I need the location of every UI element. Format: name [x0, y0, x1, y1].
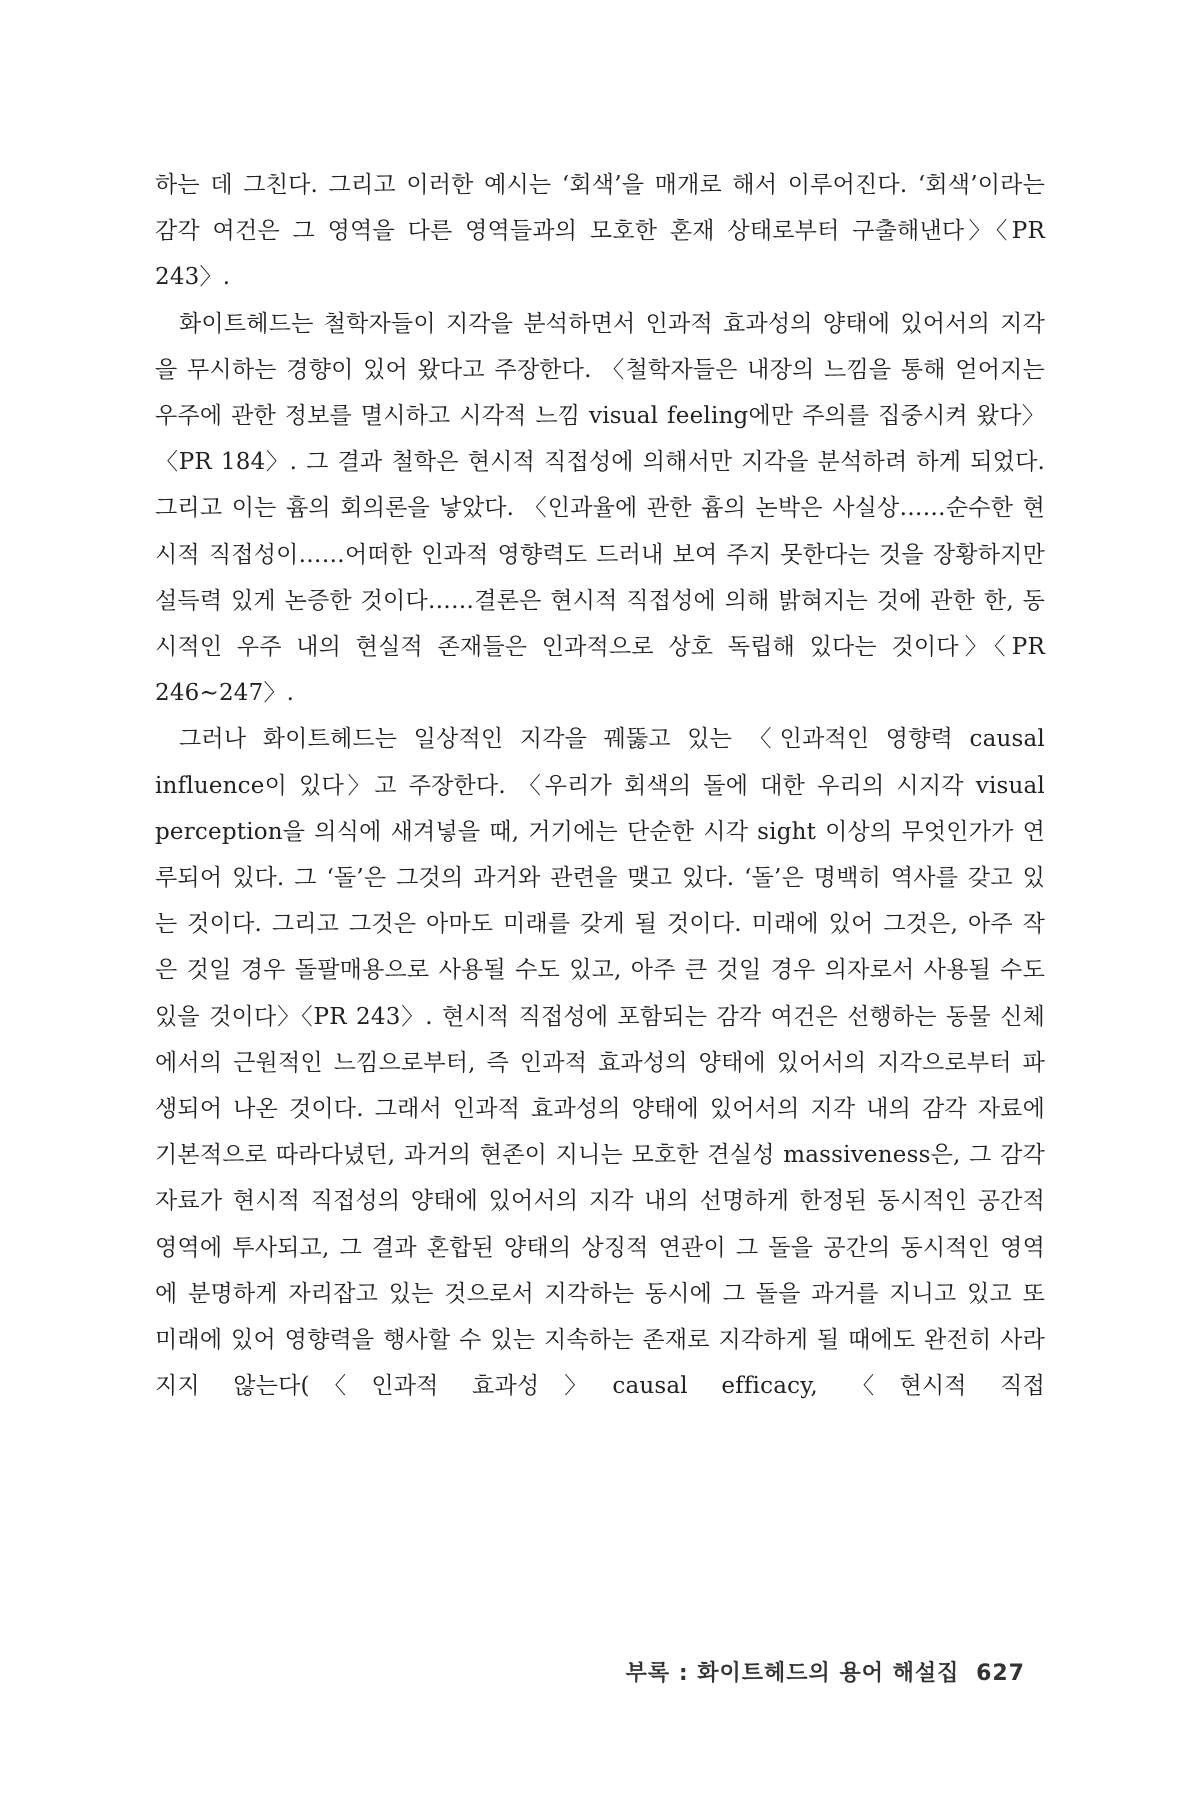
paragraph-2: 화이트헤드는 철학자들이 지각을 분석하면서 인과적 효과성의 양태에 있어서의 지각을 무시하는 경향이 있어 왔다고 주장한다. 〈철학자들은 내장의 느낌을 통해 얻어지는 우주에 관한 정보를 멸시하고 시각적 느낌 visual feeling에만 주의를 집중시켜 왔다〉〈PR 184〉. 그 결과 철학은 현시적 직접성에 의해서만 지각을 분석하려 하게 되었다. 그리고 이는 흄의 회의론을 낳았다. 〈인과율에 관한 흄의 논박은 사실상……순수한 현시적 직접성이……어떠한 인과적 영향력도 드러내 보여 주지 못한다는 것을 장황하지만 설득력 있게 논증한 것이다……결론은 현시적 직접성에 의해 밝혀지는 것에 관한 한, 동시적인 우주 내의 현실적 존재들은 인과적으로 상호 독립해 있다는 것이다〉〈PR 246∼247〉. [155, 310, 1045, 707]
running-title: 부록 : 화이트헤드의 용어 해설집 [625, 1661, 960, 1686]
body-text [155, 162, 1045, 1409]
page-footer [626, 1656, 1025, 1687]
page-number: 627 [976, 1661, 1025, 1686]
paragraph-1: 하는 데 그친다. 그리고 이러한 예시는 ‘회색’을 매개로 해서 이루어진다. ‘회색’이라는 감각 여건은 그 영역을 다른 영역들과의 모호한 혼재 상태로부터 구출해낸다〉〈PR 243〉. [155, 172, 1045, 291]
paragraph-3: 그러나 화이트헤드는 일상적인 지각을 꿰뚫고 있는 〈인과적인 영향력 causal influence이 있다〉고 주장한다. 〈우리가 회색의 돌에 대한 우리의 시지각 visual perception을 의식에 새겨넣을 때, 거기에는 단순한 시각 sight 이상의 무엇인가가 연루되어 있다. 그 ‘돌’은 그것의 과거와 관련을 맺고 있다. ‘돌’은 명백히 역사를 갖고 있는 것이다. 그리고 그것은 아마도 미래를 갖게 될 것이다. 미래에 있어 그것은, 아주 작은 것일 경우 돌팔매용으로 사용될 수도 있고, 아주 큰 것일 경우 의자로서 사용될 수도 있을 것이다〉〈PR 243〉. 현시적 직접성에 포함되는 감각 여건은 선행하는 동물 신체에서의 근원적인 느낌으로부터, 즉 인과적 효과성의 양태에 있어서의 지각으로부터 파생되어 나온 것이다. 그래서 인과적 효과성의 양태에 있어서의 지각 내의 감각 자료에 기본적으로 따라다녔던, 과거의 현존이 지니는 모호한 견실성 massiveness은, 그 감각 자료가 현시적 직접성의 양태에 있어서의 지각 내의 선명하게 한정된 동시적인 공간적 영역에 투사되고, 그 결과 혼합된 양태의 상징적 연관이 그 돌을 공간의 동시적인 영역에 분명하게 자리잡고 있는 것으로서 지각하는 동시에 그 돌을 과거를 지니고 있고 또 미래에 있어 영향력을 행사할 수 있는 지속하는 존재로 지각하게 될 때에도 완전히 사라지지 않는다(〈인과적 효과성〉causal efficacy, 〈현시적 직접 [155, 726, 1045, 1400]
